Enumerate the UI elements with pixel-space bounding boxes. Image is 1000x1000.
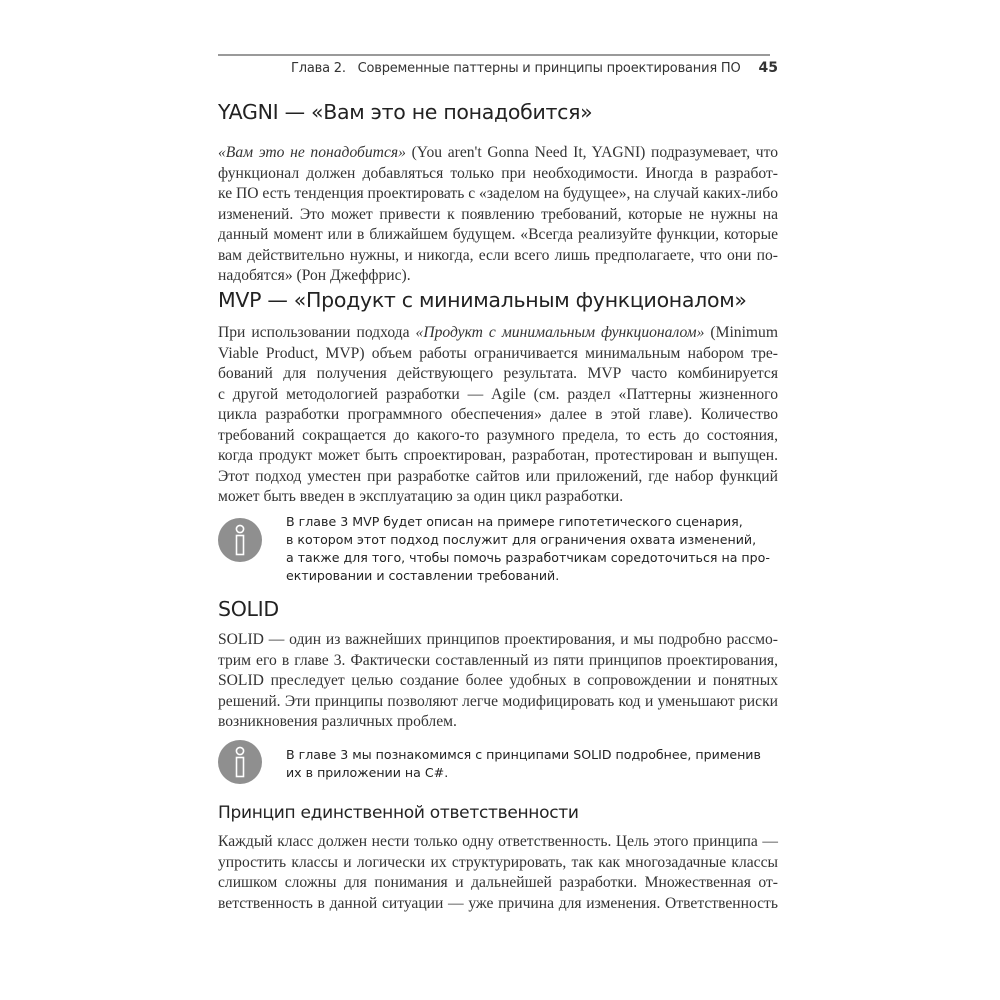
text-line: надобятся» (Рон Джеффрис). <box>218 267 411 284</box>
text-line: упростить классы и логически их структурировать, так как многозадачные классы <box>218 853 778 871</box>
text-line: «Вам это не понадобится» (You aren't Gonna Need It, YAGNI) подразумевает, что <box>218 144 778 161</box>
text-line: При использовании подхода «Продукт с минимальным функционалом» (Minimum <box>218 324 778 341</box>
paragraph-yagni <box>218 143 778 287</box>
page-number: 45 <box>758 60 778 76</box>
info-icon <box>218 518 262 562</box>
italic-term: «Вам это не понадобится» <box>218 144 406 161</box>
text-line: решений. Эти принципы позволяют легче модифицировать код и уменьшают риски <box>218 692 778 710</box>
text-line: когда продукт может быть спроектирован, разработан, протестирован и выпущен. <box>218 447 778 464</box>
text-line: функционал должен добавляться только при необходимости. Иногда в разработ- <box>218 164 778 182</box>
text-line: слишком сложны для понимания и дальнейшей разработки. Множественная от- <box>218 874 778 891</box>
text-line: Этот подход уместен при разработке сайтов или приложений, где набор функций <box>218 467 778 485</box>
note-text: В главе 3 MVP будет описан на примере гипотетического сценария, в котором этот подход послужит для ограничения охвата изменений, а также для того, чтобы помочь разработчикам соредоточиться на про- ектировании и составлении требований. <box>286 514 770 583</box>
text-line: изменений. Это может привести к появлению требований, которые не нужны на <box>218 205 778 223</box>
running-head <box>291 60 778 76</box>
text-line: ке ПО есть тенденция проектировать с «заделом на будущее», на случай каких-либо <box>218 185 778 202</box>
header-rule <box>218 54 770 56</box>
text-line: ветственность в данной ситуации — уже причина для изменения. Ответственность <box>218 894 778 912</box>
text-line: Каждый класс должен нести только одну ответственность. Цель этого принципа — <box>218 833 778 850</box>
paragraph-mvp <box>218 323 778 508</box>
text-line: Viable Product, MVP) объем работы ограничивается минимальным набором тре- <box>218 344 778 362</box>
text-line: вам действительно нужны, и никогда, если всего лишь предполагаете, что они по- <box>218 246 778 264</box>
chapter-title: Глава 2. Современные паттерны и принципы проектирования ПО <box>291 61 741 76</box>
heading-mvp: MVP — «Продукт с минимальным функционалом» <box>218 288 747 312</box>
paragraph-srp <box>218 832 778 914</box>
text-line: возникновения различных проблем. <box>218 713 457 730</box>
text-line: цикла разработки программного обеспечения» далее в этой главе). Количество <box>218 406 778 423</box>
heading-solid: SOLID <box>218 597 279 621</box>
text-line: SOLID — один из важнейших принципов проектирования, и мы подробно рассмо- <box>218 631 778 648</box>
heading-srp: Принцип единственной ответственности <box>218 803 579 823</box>
text-line: с другой методологией разработки — Agile (см. раздел «Паттерны жизненного <box>218 385 778 403</box>
note-text: В главе 3 мы познакомимся с принципами SOLID подробнее, применив их в приложении на C#. <box>286 747 761 780</box>
paragraph-solid <box>218 630 778 733</box>
italic-term: «Продукт с минимальным функционалом» <box>415 324 705 341</box>
text-line: может быть введен в эксплуатацию за один цикл разработки. <box>218 488 624 505</box>
text-line: трим его в главе 3. Фактически составленный из пяти принципов проектирования, <box>218 651 778 669</box>
heading-yagni: YAGNI — «Вам это не понадобится» <box>218 100 593 124</box>
text-line: бований для получения действующего результата. MVP часто комбинируется <box>218 365 778 382</box>
text-line: требований сокращается до какого-то разумного предела, то есть до состояния, <box>218 426 778 444</box>
text-line: SOLID преследует целью создание более удобных в сопровождении и понятных <box>218 672 778 689</box>
text-line: данный момент или в ближайшем будущем. «Всегда реализуйте функции, которые <box>218 226 778 243</box>
info-icon <box>218 740 262 784</box>
